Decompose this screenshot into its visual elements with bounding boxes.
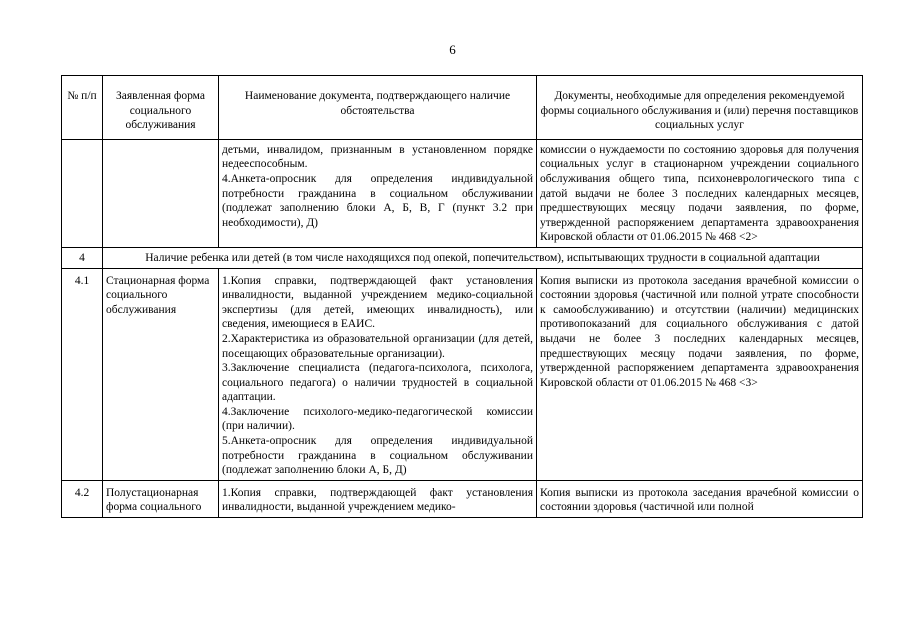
document-item: детьми, инвалидом, признанным в установленном порядке недееспособным. [222,143,533,171]
cell-required-documents: Копия выписки из протокола заседания врачебной комиссии о состоянии здоровья (частичной или полной [537,480,863,517]
cell-documents: 1.Копия справки, подтверждающей факт установления инвалидности, выданной учреждением медико- [219,480,537,517]
section-row [62,247,863,268]
section-num: 4 [62,247,103,268]
header-row [62,76,863,140]
table-row [62,480,863,517]
document-item: 1.Копия справки, подтверждающей факт установления инвалидности, выданной учреждением медико-социальной экспертизы (для детей, имеющих инвалидность), или сведения, имеющиеся в ЕАИС. [222,274,533,331]
table-row-continued [62,139,863,247]
header-required-documents: Документы, необходимые для определения рекомендуемой формы социального обслуживания и (или) перечня поставщиков социальных услуг [537,76,863,140]
cell-form [103,139,219,247]
header-document: Наименование документа, подтверждающего наличие обстоятельства [219,76,537,140]
document-item: 4.Анкета-опросник для определения индивидуальной потребности гражданина в социальном обслуживании (подлежат заполнению блоки А, Б, В, Г (пункт 3.2 при необходимости), Д) [222,172,533,229]
cell-form: Стационарная форма социального обслуживания [103,268,219,480]
table-row [62,268,863,480]
header-form: Заявленная форма социального обслуживания [103,76,219,140]
document-item: 3.Заключение специалиста (педагога-психолога, психолога, социального педагога) о наличии трудностей в социальной адаптации. [222,362,533,404]
cell-form: Полустационарная форма социального [103,480,219,517]
cell-required-documents: Копия выписки из протокола заседания врачебной комиссии о состоянии здоровья (частичной или полной утрате способности к самообслуживанию) и отсутствии (наличии) медицинских противопоказаний для социального обслуживания с датой выдачи не более 3 последних календарных месяцев, предшествующих месяцу подачи заявления, по форме, утвержденной распоряжением департамента здравоохранения Кировской области от 01.06.2015 № 468 <3> [537,268,863,480]
cell-documents [219,139,537,247]
document-item: 5.Анкета-опросник для определения индивидуальной потребности гражданина в социальном обслуживании (подлежат заполнению блоки А, Б, Д) [222,435,533,477]
page-number: 6 [449,42,456,57]
cell-required-documents: комиссии о нуждаемости по состоянию здоровья для получения социальных услуг в стационарном учреждении социального обслуживания общего типа, психоневрологического типа с датой выдачи не более 3 последних календарных месяцев, предшествующих месяцу подачи заявления, по форме, утвержденной распоряжением департамента здравоохранения Кировской области от 01.06.2015 № 468 <2> [537,139,863,247]
header-num: № п/п [62,76,103,140]
cell-num [62,139,103,247]
cell-num: 4.2 [62,480,103,517]
cell-documents [219,268,537,480]
document-item: 4.Заключение психолого-медико-педагогической комиссии (при наличии). [222,405,533,433]
section-title: Наличие ребенка или детей (в том числе находящихся под опекой, попечительством), испытывающих трудности в социальной адаптации [103,247,863,268]
document-item: 2.Характеристика из образовательной организации (для детей, посещающих образовательные организации). [222,332,533,360]
cell-num: 4.1 [62,268,103,480]
services-table [61,75,863,518]
